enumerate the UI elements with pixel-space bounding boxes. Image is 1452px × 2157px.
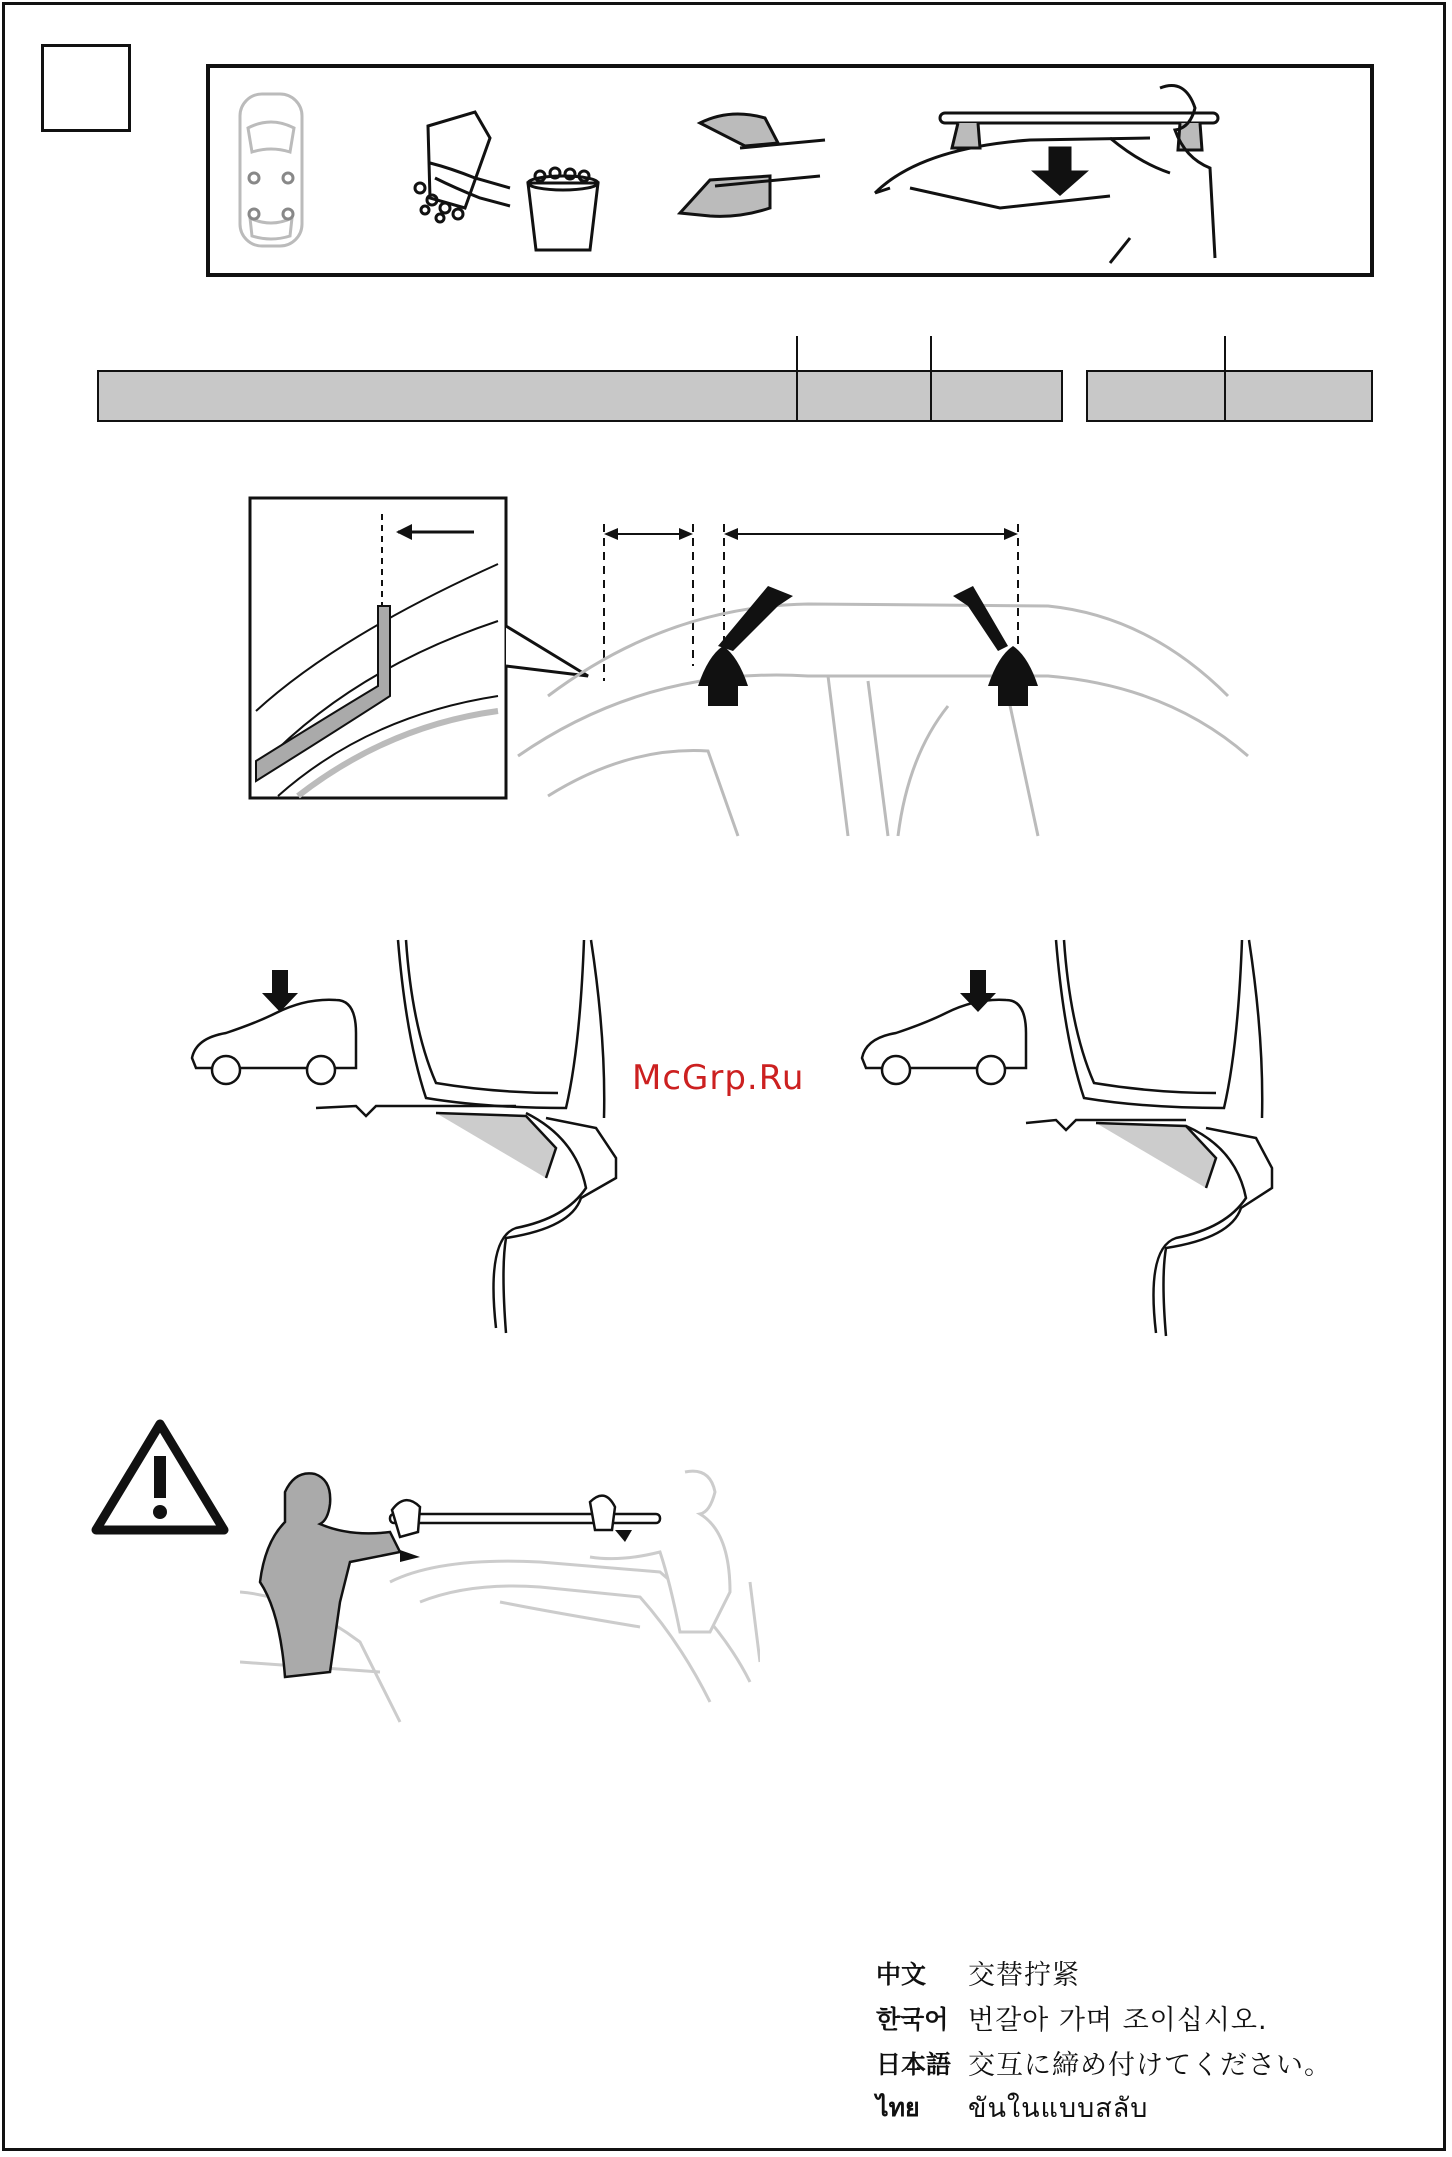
bar-divider — [930, 336, 932, 422]
car-top-view-icon — [240, 94, 302, 246]
instruction-translations — [876, 1950, 1332, 2130]
instruction-row — [876, 2085, 1332, 2130]
pillar-position-illustrations — [186, 938, 1276, 1338]
language-name: 日本語 — [876, 2049, 952, 2079]
language-name: ไทย — [876, 2092, 920, 2122]
bar-divider — [1224, 336, 1226, 422]
pillar-detail-rear — [1026, 940, 1272, 1336]
helper-person — [590, 1471, 730, 1632]
car-side-rear-icon — [862, 1000, 1026, 1084]
instruction-text: 번갈아 가며 조이십시오. — [968, 2005, 1268, 2036]
language-name: 한국어 — [876, 2004, 949, 2034]
watermark-text: McGrp.Ru — [632, 1058, 805, 1098]
bar-divider — [796, 336, 798, 422]
preparation-panel — [206, 64, 1374, 277]
instruction-row — [876, 1995, 1332, 2040]
warning-icon — [90, 1418, 230, 1538]
instruction-row — [876, 1950, 1332, 1995]
installer-person — [260, 1473, 400, 1677]
inset-detail — [250, 498, 588, 798]
car-side-front-icon — [192, 1000, 356, 1084]
roof-bar-install-icon — [875, 86, 1218, 264]
washing-hands-icon — [415, 112, 598, 250]
language-name: 中文 — [876, 1959, 927, 1989]
instruction-text: ขันในแบบสลับ — [968, 2093, 1149, 2124]
roof-foot-rear — [953, 586, 1038, 706]
instruction-text: 交互に締め付けてください。 — [968, 2050, 1332, 2081]
instruction-text: 交替拧紧 — [968, 1960, 1080, 1991]
pillar-detail-front — [316, 940, 616, 1333]
roof-measurement-illustration — [248, 496, 1258, 842]
spec-bar-left — [97, 370, 1063, 422]
spec-bar-right — [1086, 370, 1373, 422]
instruction-row — [876, 2040, 1332, 2085]
cloth-wiping-icon — [680, 114, 825, 216]
two-person-install-illustration — [240, 1462, 760, 1732]
step-number-box — [41, 44, 131, 132]
roof-foot-front — [698, 586, 793, 706]
